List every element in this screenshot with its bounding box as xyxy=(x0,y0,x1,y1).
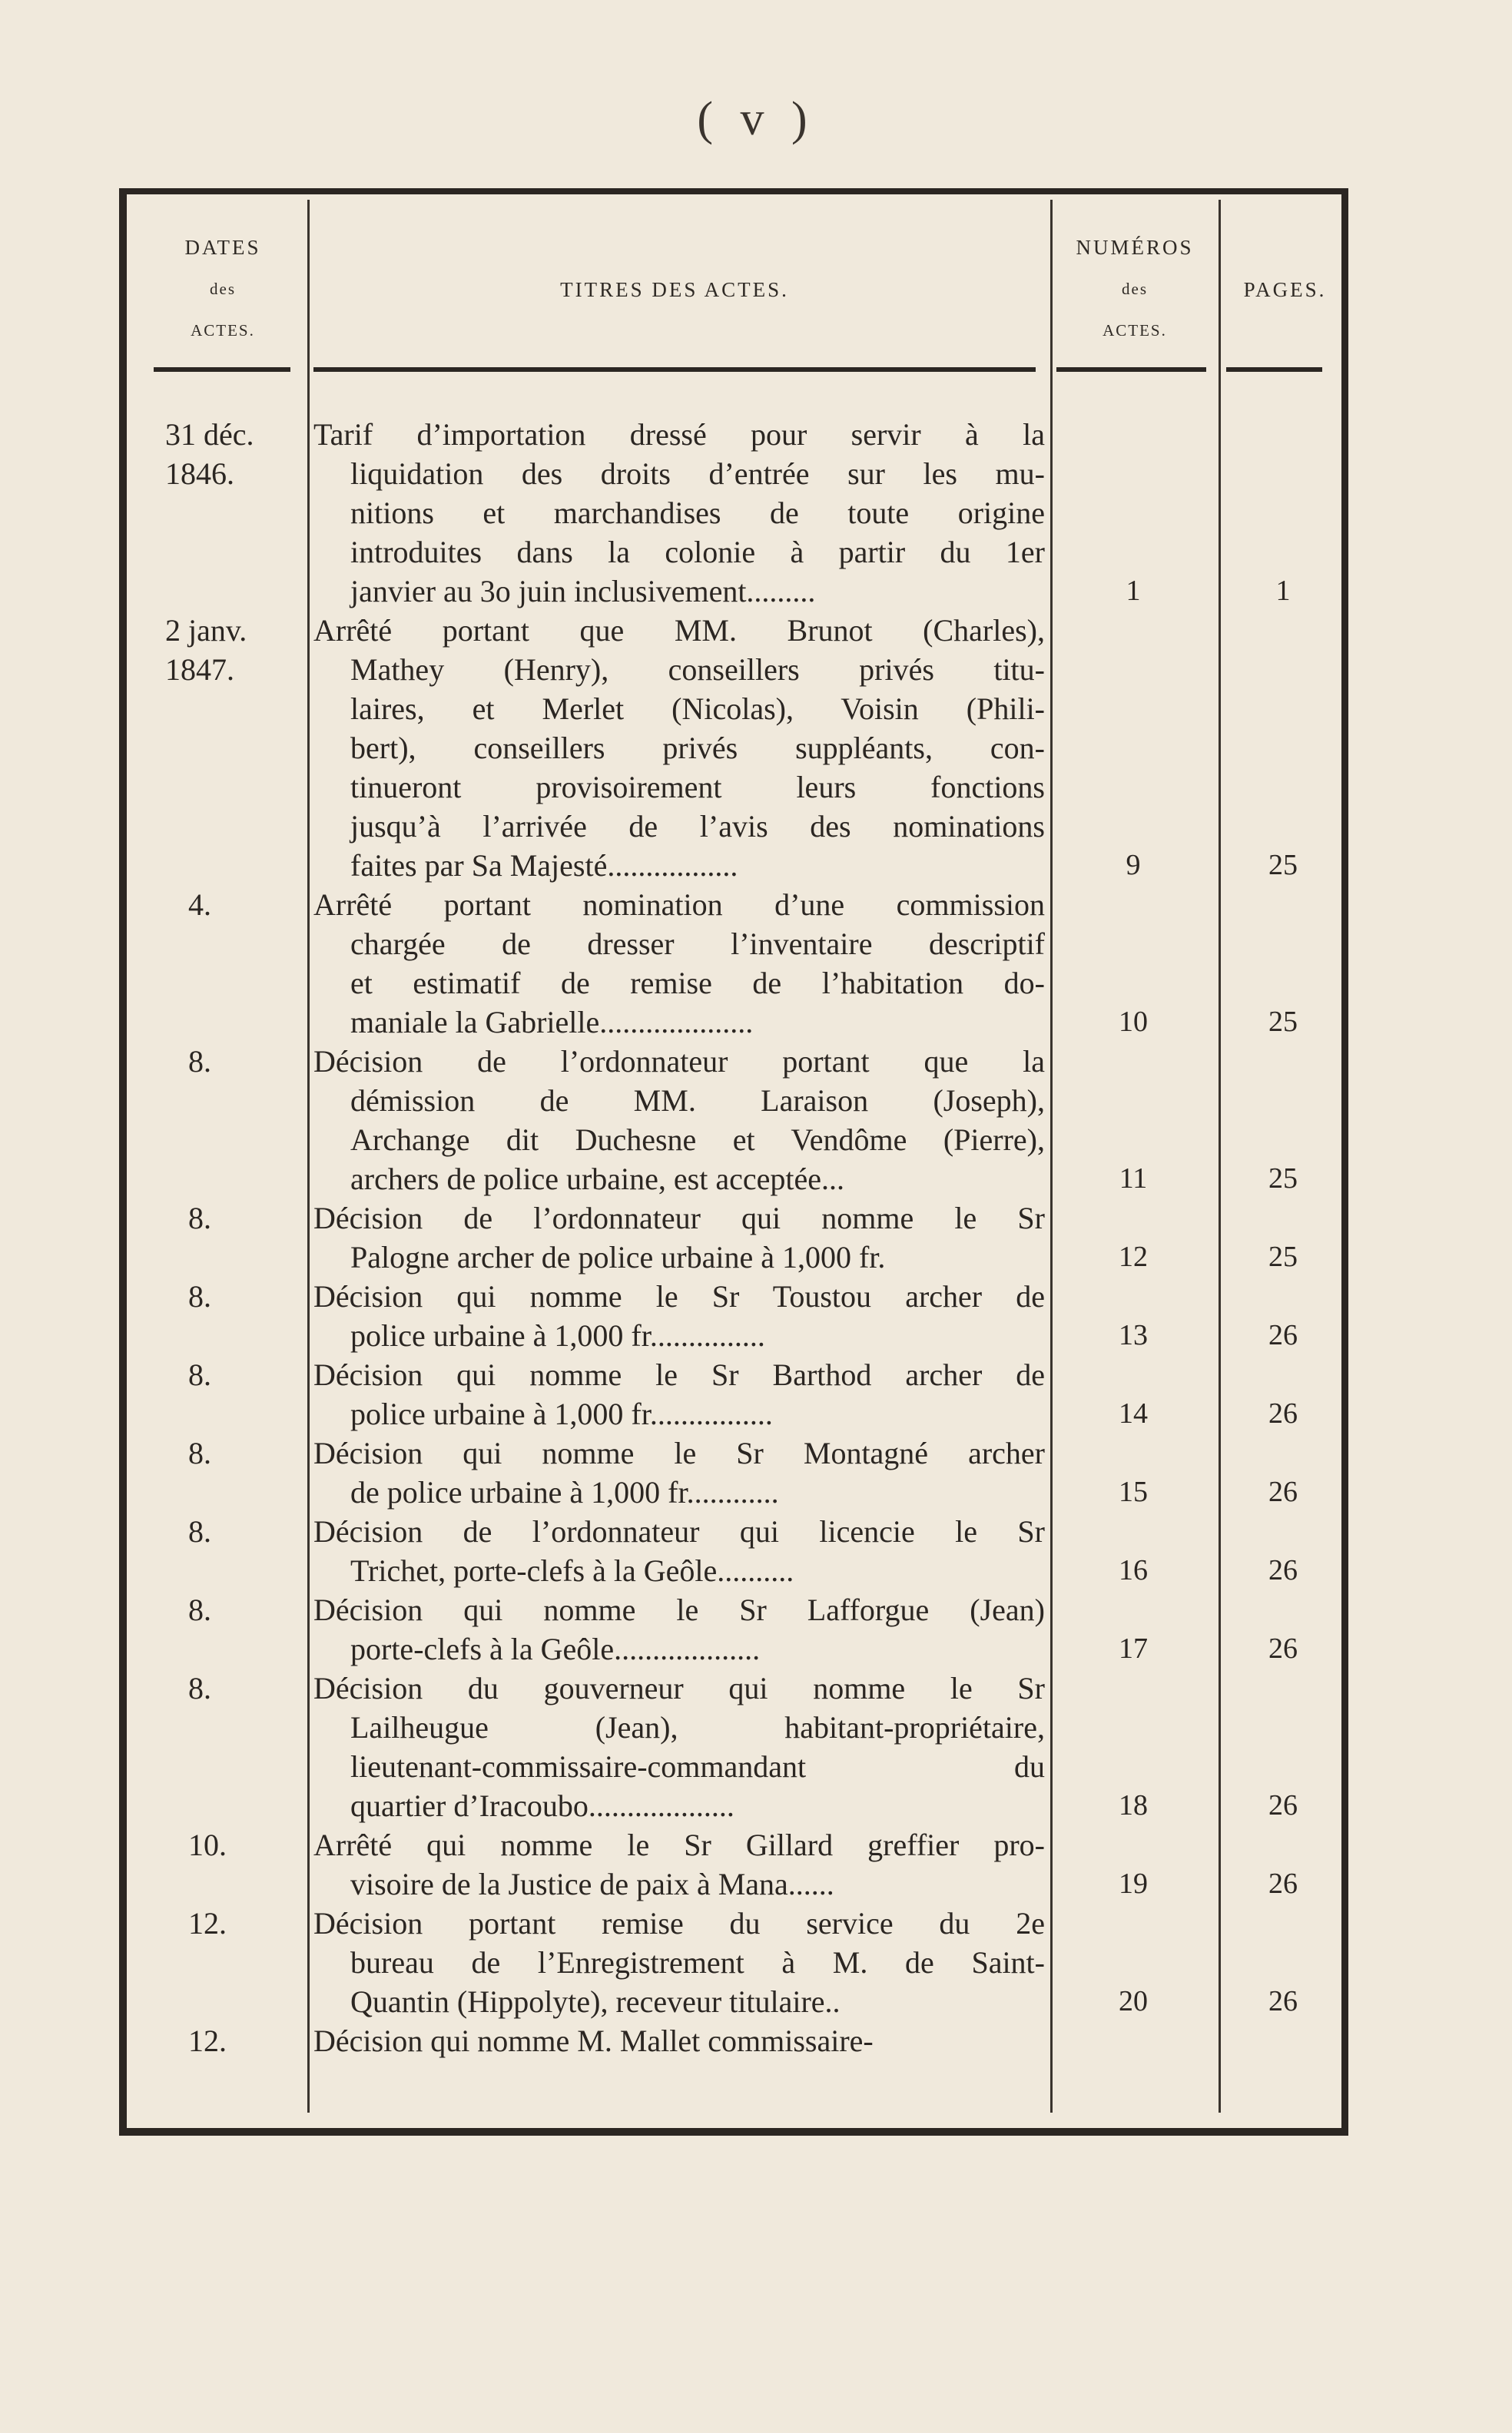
entry-title-line: Décision qui nomme le Sr Lafforgue (Jean) xyxy=(313,1593,1045,1627)
entry-date-line: 31 déc. xyxy=(165,417,254,452)
entry-title-line: Palogne archer de police urbaine à 1,000 fr. xyxy=(350,1240,886,1275)
entry-title-line: introduites dans la colonie à partir du 1er xyxy=(350,535,1045,569)
column-header-dates: DATES des ACTES. xyxy=(184,236,261,340)
entry-title-line: bert), conseillers privés suppléants, con- xyxy=(350,731,1045,765)
entry-numero: 9 xyxy=(1126,849,1141,881)
entry-title xyxy=(313,415,1045,611)
entry-page: 26 xyxy=(1268,1789,1298,1821)
entry-title-line: bureau de l’Enregistrement à M. de Saint- xyxy=(350,1945,1045,1980)
entry-title xyxy=(313,885,1045,1042)
entry-numero: 13 xyxy=(1119,1319,1148,1351)
entry-title xyxy=(313,1355,1045,1434)
entry-numero: 16 xyxy=(1119,1554,1148,1586)
entry-title-line: Décision qui nomme le Sr Toustou archer de xyxy=(313,1279,1045,1314)
entry-page: 26 xyxy=(1268,1985,1298,2017)
column-header-numeros: NUMÉROS des ACTES. xyxy=(1076,236,1194,340)
entry-title-line: maniale la Gabrielle.................... xyxy=(350,1005,754,1039)
entry-date xyxy=(158,1198,319,1238)
entry-title-line: tinueront provisoirement leurs fonctions xyxy=(350,770,1045,804)
entry-title xyxy=(313,2021,1045,2060)
entry-title-line: liquidation des droits d’entrée sur les mu- xyxy=(350,456,1045,491)
entry-title-line: police urbaine à 1,000 fr................ xyxy=(350,1397,773,1431)
entry-date xyxy=(158,1355,319,1394)
entry-date xyxy=(158,1512,319,1551)
entry-date xyxy=(158,611,319,689)
entry-title-line: Arrêté qui nomme le Sr Gillard greffier pro- xyxy=(313,1828,1045,1862)
entry-date xyxy=(158,1825,319,1865)
entry-date-line: 10. xyxy=(188,1828,227,1862)
header-rule xyxy=(1056,367,1206,372)
entry-title-line: janvier au 3o juin inclusivement......... xyxy=(350,574,816,608)
entry-numero: 20 xyxy=(1119,1985,1148,2017)
entry-numero: 1 xyxy=(1126,575,1141,607)
entry-numero: 11 xyxy=(1119,1162,1148,1195)
entry-title-line: quartier d’Iracoubo................... xyxy=(350,1788,734,1823)
entry-date-line: 8. xyxy=(188,1436,211,1470)
entry-title xyxy=(313,1512,1045,1590)
entry-date xyxy=(158,1042,319,1081)
entry-page: 1 xyxy=(1275,575,1291,607)
entry-title-line: Décision qui nomme le Sr Barthod archer de xyxy=(313,1357,1045,1392)
frame-rule xyxy=(119,2128,1348,2132)
column-header-titles: TITRES DES ACTES. xyxy=(560,278,789,301)
entry-title-line: Décision du gouverneur qui nomme le Sr xyxy=(313,1671,1045,1705)
entry-date xyxy=(158,1277,319,1316)
entry-title-line: Tarif d’importation dressé pour servir à la xyxy=(313,417,1045,452)
entry-title-line: Décision qui nomme le Sr Montagné archer xyxy=(313,1436,1045,1470)
column-divider xyxy=(1219,200,1221,2113)
entry-title-line: Décision de l’ordonnateur qui nomme le Sr xyxy=(313,1201,1045,1235)
page-number: ( v ) xyxy=(697,93,815,145)
entry-numero: 19 xyxy=(1119,1868,1148,1900)
entry-title-line: Quantin (Hippolyte), receveur titulaire.. xyxy=(350,1984,841,2019)
entry-title xyxy=(313,1825,1045,1904)
entry-date xyxy=(158,885,319,924)
entry-title-line: porte-clefs à la Geôle................... xyxy=(350,1632,761,1666)
header-rule xyxy=(154,367,290,372)
entry-title-line: nitions et marchandises de toute origine xyxy=(350,496,1045,530)
entry-date-line: 2 janv. xyxy=(165,613,247,648)
entry-title-line: faites par Sa Majesté................. xyxy=(350,848,738,883)
entry-date xyxy=(158,1434,319,1473)
header-rule xyxy=(313,367,1036,372)
column-header-pages: PAGES. xyxy=(1243,278,1327,301)
entry-date-line: 12. xyxy=(188,2024,227,2058)
entry-title-line: laires, et Merlet (Nicolas), Voisin (Phili- xyxy=(350,691,1045,726)
entry-page: 26 xyxy=(1268,1476,1298,1508)
entry-title xyxy=(313,1904,1045,2021)
entry-date xyxy=(158,1904,319,1943)
entry-date-line: 8. xyxy=(188,1671,211,1705)
column-divider xyxy=(1050,200,1053,2113)
entry-page: 25 xyxy=(1268,849,1298,881)
entry-title xyxy=(313,611,1045,885)
entry-date-line: 8. xyxy=(188,1593,211,1627)
entry-title-line: Décision qui nomme M. Mallet commissaire- xyxy=(313,2024,874,2058)
entry-date-line: 8. xyxy=(188,1357,211,1392)
entry-date-line: 8. xyxy=(188,1201,211,1235)
entry-title-line: chargée de dresser l’inventaire descriptif xyxy=(350,926,1045,961)
entry-page: 26 xyxy=(1268,1319,1298,1351)
header-rule xyxy=(1226,367,1322,372)
entry-title xyxy=(313,1042,1045,1198)
entry-numero: 10 xyxy=(1119,1006,1148,1038)
entry-page: 25 xyxy=(1268,1006,1298,1038)
entry-title-line: et estimatif de remise de l’habitation do- xyxy=(350,966,1045,1000)
entry-page: 26 xyxy=(1268,1632,1298,1665)
entry-page: 25 xyxy=(1268,1162,1298,1195)
entry-page: 26 xyxy=(1268,1397,1298,1430)
entry-title-line: démission de MM. Laraison (Joseph), xyxy=(350,1083,1045,1118)
entry-title-line: visoire de la Justice de paix à Mana...... xyxy=(350,1867,834,1901)
entry-page: 25 xyxy=(1268,1241,1298,1273)
entry-title-line: jusqu’à l’arrivée de l’avis des nominations xyxy=(350,809,1045,844)
entry-title-line: Décision de l’ordonnateur qui licencie le Sr xyxy=(313,1514,1045,1549)
entry-date-line: 1847. xyxy=(165,652,234,687)
entry-date-line: 8. xyxy=(188,1514,211,1549)
entry-title-line: Archange dit Duchesne et Vendôme (Pierre), xyxy=(350,1122,1045,1157)
entry-date xyxy=(158,415,319,493)
entry-date-line: 8. xyxy=(188,1044,211,1079)
entry-date xyxy=(158,1669,319,1708)
entry-title-line: Décision de l’ordonnateur portant que la xyxy=(313,1044,1045,1079)
entry-title-line: Lailheugue (Jean), habitant-propriétaire, xyxy=(350,1710,1045,1745)
entry-numero: 14 xyxy=(1119,1397,1148,1430)
entry-title-line: Mathey (Henry), conseillers privés titu- xyxy=(350,652,1045,687)
entry-title-line: archers de police urbaine, est acceptée... xyxy=(350,1162,844,1196)
entry-title xyxy=(313,1590,1045,1669)
entry-title xyxy=(313,1198,1045,1277)
entry-date xyxy=(158,1590,319,1629)
entry-date xyxy=(158,2021,319,2060)
entry-title-line: Arrêté portant nomination d’une commission xyxy=(313,887,1045,922)
entry-date-line: 12. xyxy=(188,1906,227,1941)
entry-title-line: Décision portant remise du service du 2e xyxy=(313,1906,1045,1941)
entry-numero: 18 xyxy=(1119,1789,1148,1821)
entry-numero: 15 xyxy=(1119,1476,1148,1508)
entry-title xyxy=(313,1277,1045,1355)
entry-title-line: police urbaine à 1,000 fr............... xyxy=(350,1318,765,1353)
entry-title-line: lieutenant-commissaire-commandant du xyxy=(350,1749,1045,1784)
entry-title-line: de police urbaine à 1,000 fr............ xyxy=(350,1475,779,1510)
entry-title xyxy=(313,1434,1045,1512)
entry-date-line: 8. xyxy=(188,1279,211,1314)
entry-date-line: 4. xyxy=(188,887,211,922)
entry-date-line: 1846. xyxy=(165,456,234,491)
entry-page: 26 xyxy=(1268,1554,1298,1586)
entry-title-line: Arrêté portant que MM. Brunot (Charles), xyxy=(313,613,1045,648)
entry-page: 26 xyxy=(1268,1868,1298,1900)
entry-title xyxy=(313,1669,1045,1825)
entry-numero: 12 xyxy=(1119,1241,1148,1273)
entry-title-line: Trichet, porte-clefs à la Geôle.......... xyxy=(350,1553,794,1588)
entry-numero: 17 xyxy=(1119,1632,1148,1665)
